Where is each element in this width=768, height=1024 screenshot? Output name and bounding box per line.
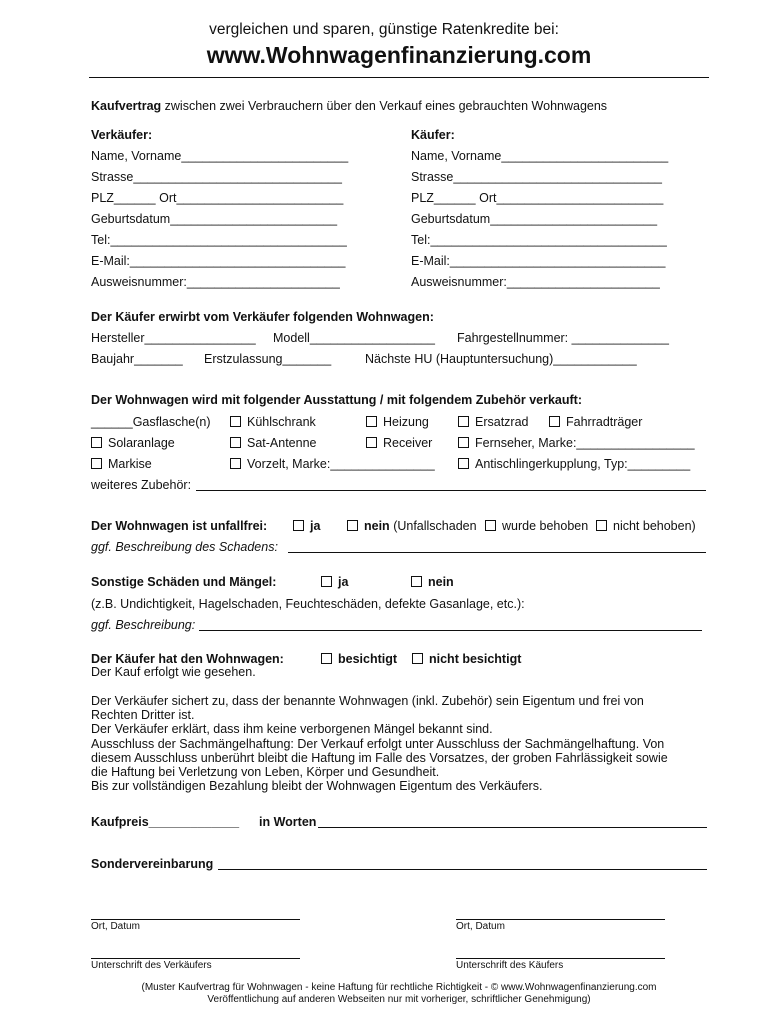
terms-line: Rechten Dritter ist. <box>91 708 195 723</box>
other-damage-label: Sonstige Schäden und Mängel: <box>91 575 277 589</box>
manufacturer-field[interactable]: Hersteller________________ <box>91 331 256 345</box>
spare-wheel-option[interactable] <box>458 415 529 429</box>
terms-paragraph <box>91 694 691 793</box>
gas-bottles-field[interactable]: ______Gasflasche(n) <box>91 415 211 429</box>
other-damage-yes-option[interactable] <box>321 575 348 589</box>
price-field[interactable]: Kaufpreis_____________ <box>91 815 240 829</box>
other-damage-description-line[interactable] <box>199 630 702 631</box>
fridge-checkbox[interactable] <box>230 416 241 427</box>
other-damage-no-checkbox[interactable] <box>411 576 422 587</box>
not-repaired-checkbox[interactable] <box>596 520 607 531</box>
inspected-checkbox[interactable] <box>321 653 332 664</box>
terms-line: Der Verkäufer sichert zu, dass der benannte Wohnwagen (inkl. Zubehör) sein Eigentum und frei von <box>91 694 644 708</box>
build-year-field[interactable]: Baujahr_______ <box>91 352 183 366</box>
awning-option[interactable] <box>91 457 152 471</box>
bike-rack-label: Fahrradträger <box>566 415 643 429</box>
sat-antenna-option[interactable] <box>230 436 317 450</box>
damage-description-label: ggf. Beschreibung des Schadens: <box>91 540 278 554</box>
terms-line: Der Verkäufer erklärt, dass ihm keine verborgenen Mängel bekannt sind. <box>91 722 493 737</box>
seller-email-field[interactable]: E-Mail:_______________________________ <box>91 254 346 268</box>
sat-antenna-label: Sat-Antenne <box>247 436 317 450</box>
special-agreement-label: Sondervereinbarung <box>91 857 214 871</box>
tent-checkbox[interactable] <box>230 458 241 469</box>
solar-option[interactable] <box>91 436 175 450</box>
heating-option[interactable] <box>366 415 429 429</box>
accident-damage-label: (Unfallschaden <box>393 519 477 533</box>
stabilizer-label: Antischlingerkupplung, Typ:_________ <box>475 457 691 471</box>
tv-checkbox[interactable] <box>458 437 469 448</box>
stabilizer-option[interactable] <box>458 457 690 471</box>
tent-option[interactable] <box>230 457 435 471</box>
seller-place-date-line[interactable] <box>91 919 300 920</box>
not-inspected-checkbox[interactable] <box>412 653 423 664</box>
awning-label: Markise <box>108 457 152 471</box>
not-repaired-option[interactable] <box>596 519 696 533</box>
seller-id-field[interactable]: Ausweisnummer:______________________ <box>91 275 340 289</box>
buyer-signature-line[interactable] <box>456 958 665 959</box>
sat-antenna-checkbox[interactable] <box>230 437 241 448</box>
heating-label: Heizung <box>383 415 429 429</box>
special-agreement-line[interactable] <box>218 869 707 870</box>
footer-line-2: Veröffentlichung auf anderen Webseiten nur mit vorheriger, schriftlicher Genehmigung) <box>207 994 591 1005</box>
stabilizer-checkbox[interactable] <box>458 458 469 469</box>
other-damage-yes-checkbox[interactable] <box>321 576 332 587</box>
footer-line-1: (Muster Kaufvertrag für Wohnwagen - keine Haftung für rechtliche Richtigkeit - © www.Wohnwagenfinanzierung.com <box>141 982 657 993</box>
terms-line: diesem Ausschluss unberührt bleibt die Haftung im Falle des Vorsatzes, der groben Fahrlässigkeit sowie <box>91 750 668 765</box>
not-repaired-label: nicht behoben) <box>613 519 696 533</box>
receiver-checkbox[interactable] <box>366 437 377 448</box>
intro-bold: Kaufvertrag <box>91 99 162 113</box>
header-divider <box>89 77 709 78</box>
buyer-email-field[interactable]: E-Mail:_______________________________ <box>411 254 666 268</box>
seller-birthdate-field[interactable]: Geburtsdatum________________________ <box>91 212 338 226</box>
vehicle-heading: Der Käufer erwirbt vom Verkäufer folgenden Wohnwagen: <box>91 310 434 324</box>
bike-rack-option[interactable] <box>549 415 642 429</box>
bike-rack-checkbox[interactable] <box>549 416 560 427</box>
not-inspected-label: nicht besichtigt <box>429 652 522 666</box>
inspected-option[interactable] <box>321 652 397 666</box>
buyer-heading: Käufer: <box>411 128 455 142</box>
next-inspection-field[interactable]: Nächste HU (Hauptuntersuchung)____________ <box>365 352 637 366</box>
further-accessories-label: weiteres Zubehör: <box>91 478 192 492</box>
buyer-birthdate-field[interactable]: Geburtsdatum________________________ <box>411 212 658 226</box>
further-accessories-line[interactable] <box>196 490 706 491</box>
price-words-line[interactable] <box>318 827 707 828</box>
inspection-note: Der Kauf erfolgt wie gesehen. <box>91 665 256 679</box>
seller-heading: Verkäufer: <box>91 128 153 142</box>
seller-signature-label: Unterschrift des Verkäufers <box>91 960 212 971</box>
awning-checkbox[interactable] <box>91 458 102 469</box>
seller-place-date-label: Ort, Datum <box>91 921 140 932</box>
spare-wheel-label: Ersatzrad <box>475 415 529 429</box>
seller-phone-field[interactable]: Tel:__________________________________ <box>91 233 347 247</box>
buyer-phone-field[interactable]: Tel:__________________________________ <box>411 233 667 247</box>
intro-line <box>91 99 607 113</box>
accident-no-option[interactable] <box>347 519 477 533</box>
seller-street-field[interactable]: Strasse______________________________ <box>91 170 342 184</box>
terms-line: Ausschluss der Sachmängelhaftung: Der Verkauf erfolgt unter Ausschluss der Sachmängelhaftung. Von <box>91 736 665 751</box>
other-damage-no-option[interactable] <box>411 575 454 589</box>
seller-plz-field[interactable]: PLZ______ Ort________________________ <box>91 191 344 205</box>
accident-no-checkbox[interactable] <box>347 520 358 531</box>
other-damage-yes-label: ja <box>338 575 349 589</box>
inspected-label: besichtigt <box>338 652 398 666</box>
spare-wheel-checkbox[interactable] <box>458 416 469 427</box>
fridge-option[interactable] <box>230 415 316 429</box>
chassis-number-field[interactable]: Fahrgestellnummer: ______________ <box>457 331 669 345</box>
damage-description-line[interactable] <box>288 552 706 553</box>
accident-yes-label: ja <box>310 519 321 533</box>
terms-line: die Haftung bei Verletzung von Leben, Körper und Gesundheit. <box>91 765 440 780</box>
tv-option[interactable] <box>458 436 695 450</box>
tent-label: Vorzelt, Marke:_______________ <box>247 457 435 471</box>
buyer-street-field[interactable]: Strasse______________________________ <box>411 170 662 184</box>
inspection-label: Der Käufer hat den Wohnwagen: <box>91 652 284 666</box>
receiver-option[interactable] <box>366 436 432 450</box>
other-damage-no-label: nein <box>428 575 454 589</box>
terms-line: Bis zur vollständigen Bezahlung bleibt der Wohnwagen Eigentum des Verkäufers. <box>91 779 543 794</box>
header-tagline: vergleichen und sparen, günstige Ratenkredite bei: <box>209 21 559 38</box>
repaired-option[interactable] <box>485 519 588 533</box>
buyer-id-field[interactable]: Ausweisnummer:______________________ <box>411 275 660 289</box>
intro-rest: zwischen zwei Verbrauchern über den Verkauf eines gebrauchten Wohnwagens <box>161 99 608 113</box>
accident-no-label: nein <box>364 519 390 533</box>
repaired-label: wurde behoben <box>502 519 589 533</box>
model-field[interactable]: Modell__________________ <box>273 331 435 345</box>
solar-label: Solaranlage <box>108 436 175 450</box>
buyer-signature-label: Unterschrift des Käufers <box>456 960 564 971</box>
price-words-label: in Worten <box>259 815 317 829</box>
fridge-label: Kühlschrank <box>247 415 316 429</box>
seller-signature-line[interactable] <box>91 958 300 959</box>
buyer-place-date-label: Ort, Datum <box>456 921 505 932</box>
tv-label: Fernseher, Marke:_________________ <box>475 436 695 450</box>
accident-yes-option[interactable] <box>293 519 320 533</box>
repaired-checkbox[interactable] <box>485 520 496 531</box>
buyer-plz-field[interactable]: PLZ______ Ort________________________ <box>411 191 664 205</box>
equipment-heading: Der Wohnwagen wird mit folgender Ausstattung / mit folgendem Zubehör verkauft: <box>91 393 582 407</box>
damage-examples: (z.B. Undichtigkeit, Hagelschaden, Feuchteschäden, defekte Gasanlage, etc.): <box>91 597 525 611</box>
not-inspected-option[interactable] <box>412 652 521 666</box>
solar-checkbox[interactable] <box>91 437 102 448</box>
header-site: www.Wohnwagenfinanzierung.com <box>206 42 592 68</box>
other-damage-description-label: ggf. Beschreibung: <box>91 618 196 632</box>
heating-checkbox[interactable] <box>366 416 377 427</box>
accident-label: Der Wohnwagen ist unfallfrei: <box>91 519 268 533</box>
seller-name-field[interactable]: Name, Vorname________________________ <box>91 149 349 163</box>
accident-yes-checkbox[interactable] <box>293 520 304 531</box>
buyer-place-date-line[interactable] <box>456 919 665 920</box>
buyer-name-field[interactable]: Name, Vorname________________________ <box>411 149 669 163</box>
first-registration-field[interactable]: Erstzulassung_______ <box>204 352 332 366</box>
receiver-label: Receiver <box>383 436 433 450</box>
